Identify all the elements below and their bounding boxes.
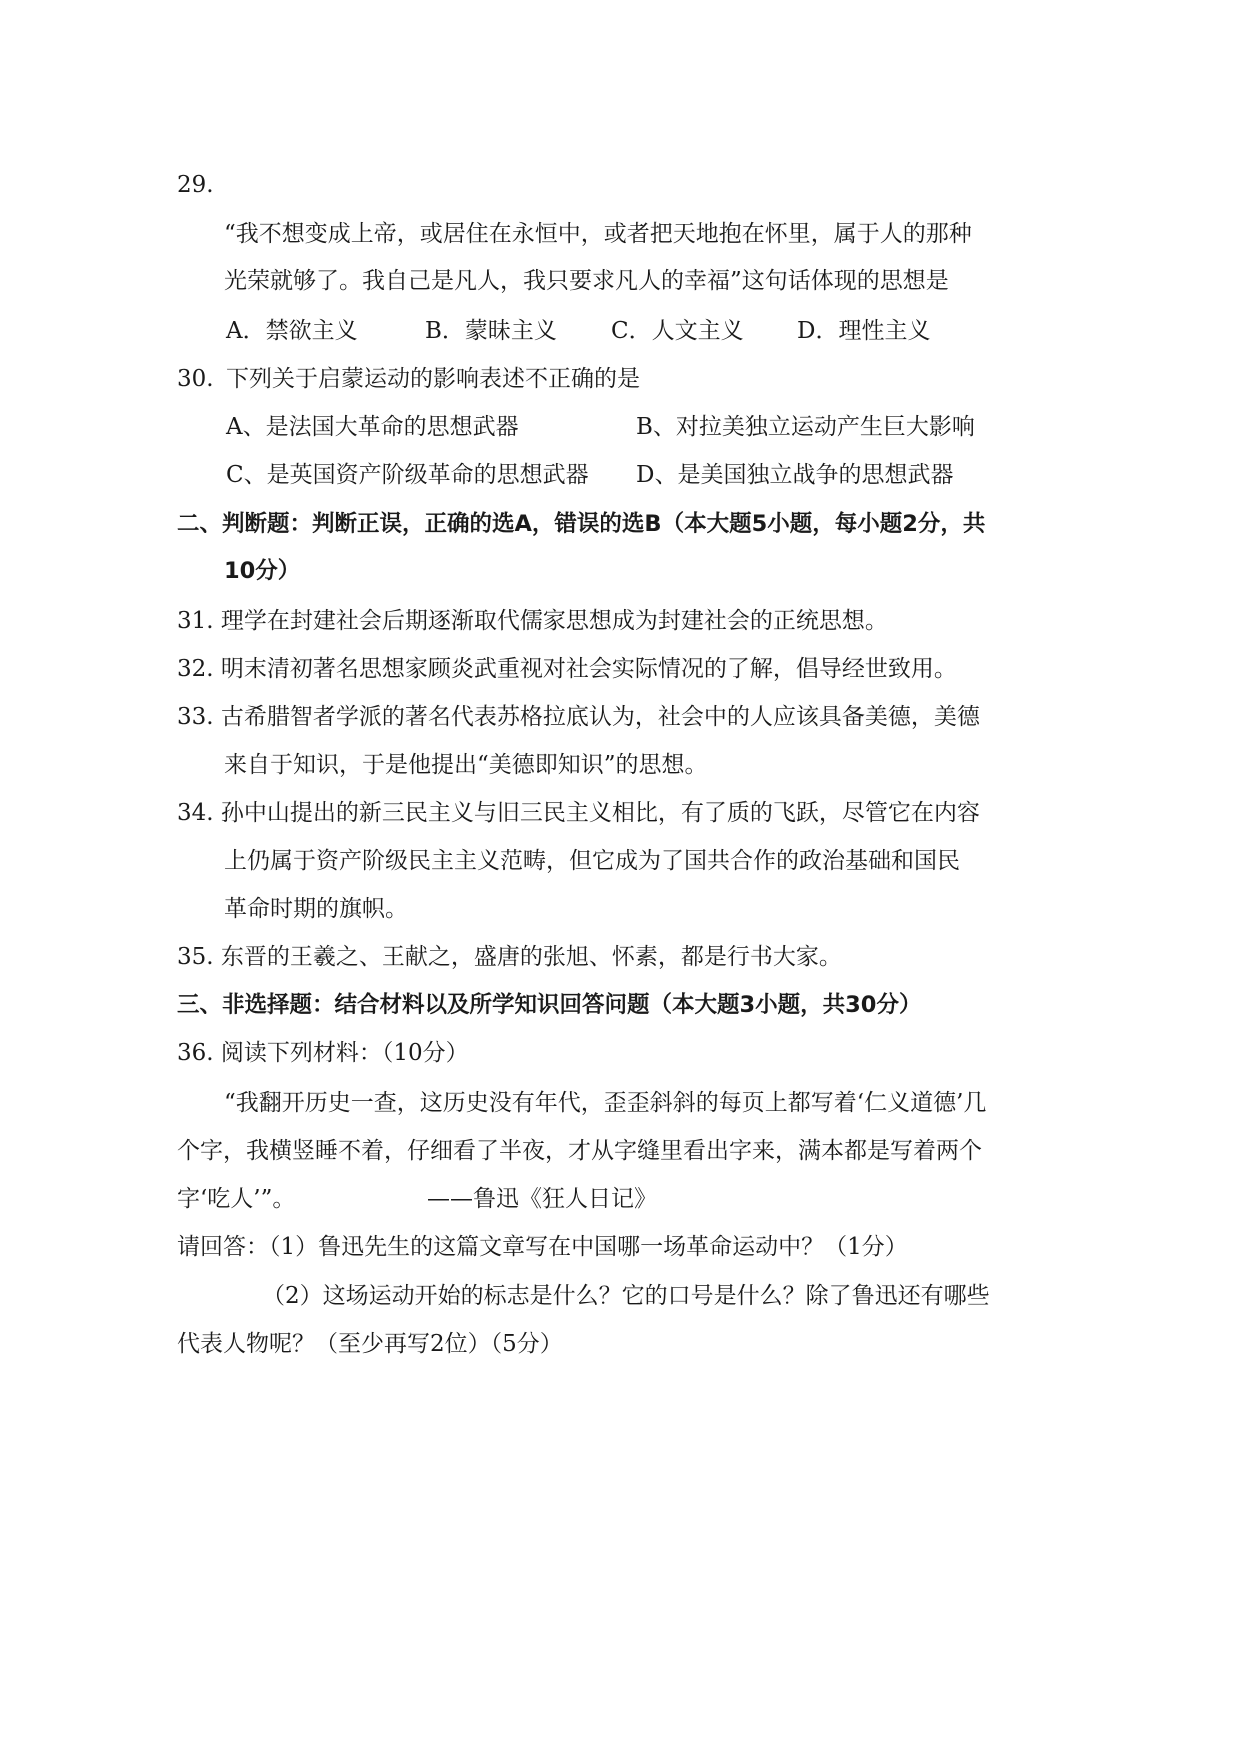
q31-text: 31. 理学在封建社会后期逐渐取代儒家思想成为封建社会的正统思想。 [177, 608, 888, 634]
q30-option-a: A、是法国大革命的思想武器 [226, 414, 519, 440]
q36-ask2-line1: （2）这场运动开始的标志是什么？它的口号是什么？除了鲁迅还有哪些 [262, 1283, 990, 1309]
q36-quote-source: ——鲁迅《狂人日记》 [427, 1186, 657, 1212]
q29-stem-line1: “我不想变成上帝，或居住在永恒中，或者把天地抱在怀里，属于人的那种 [224, 221, 972, 247]
q29-option-d: D．理性主义 [797, 318, 931, 344]
q33-line2: 来自于知识，于是他提出“美德即知识”的思想。 [224, 752, 708, 778]
q30-number: 30. [177, 366, 214, 392]
q29-option-b: B．蒙昧主义 [425, 318, 557, 344]
q36-ask2-line2: 代表人物呢？（至少再写2位）（5分） [177, 1331, 563, 1357]
q32-text: 32. 明末清初著名思想家顾炎武重视对社会实际情况的了解，倡导经世致用。 [177, 656, 957, 682]
q33-line1: 33. 古希腊智者学派的著名代表苏格拉底认为，社会中的人应该具备美德，美德 [177, 704, 980, 730]
q36-ask1: 请回答：（1）鲁迅先生的这篇文章写在中国哪一场革命运动中？（1分） [177, 1234, 908, 1260]
section2-heading-line1: 二、判断题：判断正误，正确的选A，错误的选B（本大题5小题，每小题2分，共 [177, 511, 986, 537]
q35-text: 35. 东晋的王羲之、王献之，盛唐的张旭、怀素，都是行书大家。 [177, 944, 842, 970]
q30-option-d: D、是美国独立战争的思想武器 [636, 462, 954, 488]
q29-stem-line2: 光荣就够了。我自己是凡人，我只要求凡人的幸福”这句话体现的思想是 [224, 268, 949, 294]
section2-heading-line2: 10分） [224, 558, 301, 584]
q29-number: 29. [177, 172, 214, 198]
q30-option-b: B、对拉美独立运动产生巨大影响 [636, 414, 975, 440]
q36-intro: 36. 阅读下列材料：（10分） [177, 1040, 469, 1066]
q36-quote-line1: “我翻开历史一查，这历史没有年代，歪歪斜斜的每页上都写着‘仁义道德’几 [224, 1090, 987, 1116]
q34-line3: 革命时期的旗帜。 [224, 896, 408, 922]
section3-heading: 三、非选择题：结合材料以及所学知识回答问题（本大题3小题，共30分） [177, 992, 922, 1018]
q34-line1: 34. 孙中山提出的新三民主义与旧三民主义相比，有了质的飞跃，尽管它在内容 [177, 800, 980, 826]
q29-option-a: A．禁欲主义 [226, 318, 358, 344]
q30-stem: 下列关于启蒙运动的影响表述不正确的是 [226, 366, 640, 392]
q29-option-c: C．人文主义 [611, 318, 744, 344]
q34-line2: 上仍属于资产阶级民主主义范畴，但它成为了国共合作的政治基础和国民 [224, 848, 960, 874]
q36-quote-line2: 个字，我横竖睡不着，仔细看了半夜，才从字缝里看出字来，满本都是写着两个 [177, 1138, 982, 1164]
q36-quote-line3: 字‘吃人’”。 [177, 1186, 296, 1212]
q30-option-c: C、是英国资产阶级革命的思想武器 [226, 462, 589, 488]
